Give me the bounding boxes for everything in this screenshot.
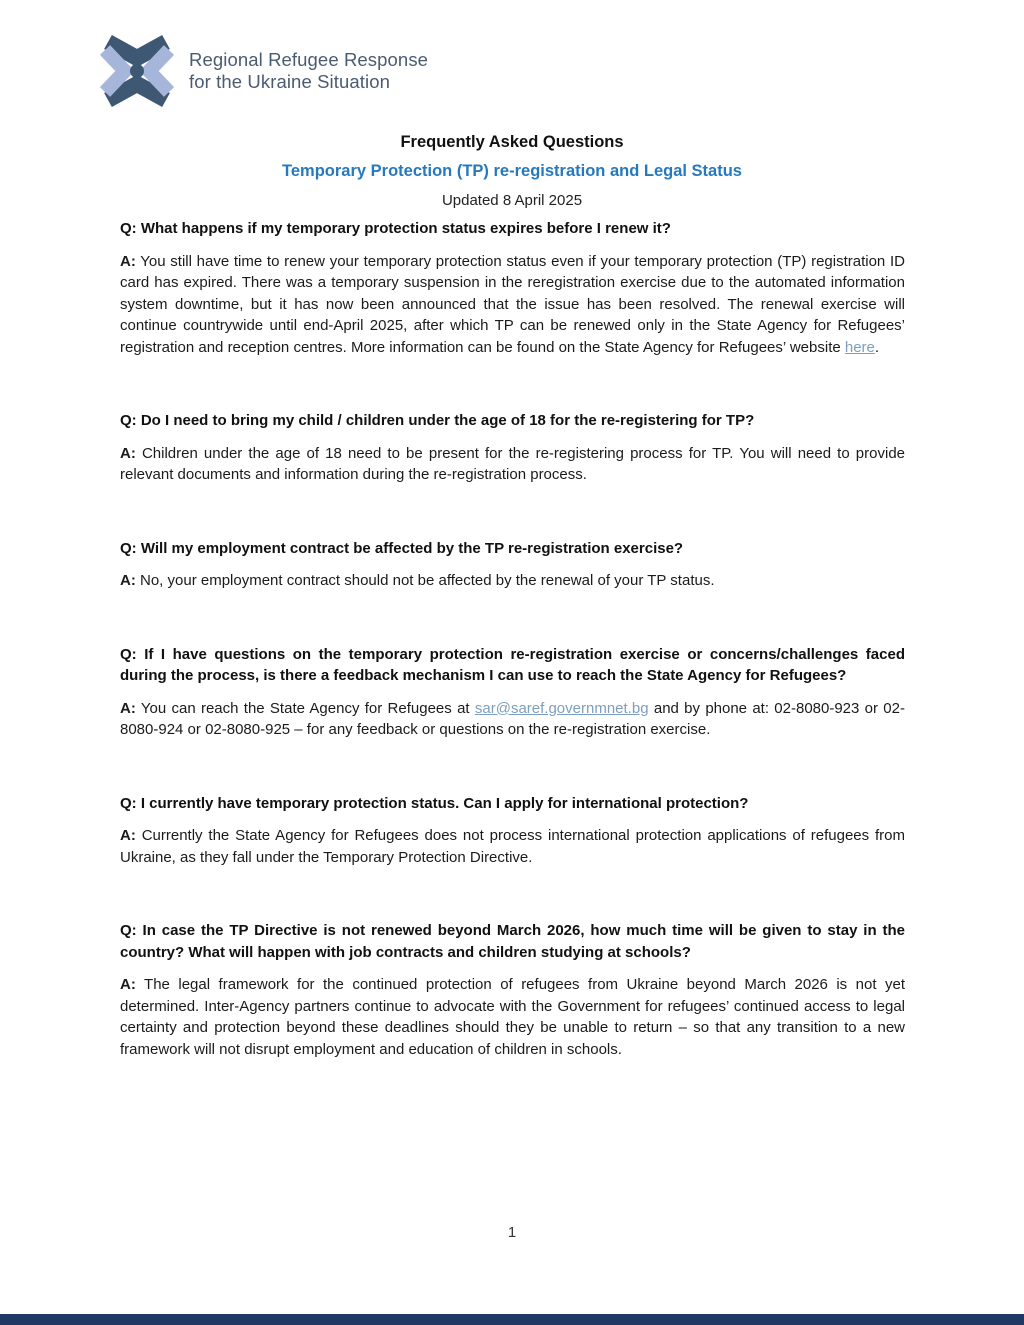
faq-question: Q: If I have questions on the temporary protection re-registration exercise or concerns/challenges faced during the process, is there a feedback mechanism I can use to reach the State Agency for Refugees? [120, 645, 905, 684]
answer-text: Currently the State Agency for Refugees does not process international protection applications of refugees from Ukraine, as they fall under the Temporary Protection Directive. [120, 827, 906, 866]
answer-text: No, your employment contract should not be affected by the renewal of your TP status. [140, 572, 715, 589]
faq-question: Q: Will my employment contract be affected by the TP re-registration exercise? [120, 539, 684, 557]
faq-question: Q: In case the TP Directive is not renewed beyond March 2026, how much time will be given to stay in the country? What will happen with job contracts and children studying at schools? [120, 922, 905, 961]
faq-item-1 [120, 218, 905, 358]
org-logo [95, 33, 428, 109]
faq-question: Q: What happens if my temporary protection status expires before I renew it? [120, 220, 671, 237]
faq-answer [120, 974, 905, 1060]
faq-item-3 [120, 538, 905, 592]
answer-text: The legal framework for the continued protection of refugees from Ukraine beyond March 2026 is not yet determined. Inter-Agency partners continue to advocate with the Government for refugees’ continued access to legal certainty and protection beyond these deadlines should they be unable to return – so that any transition to a new framework will not disrupt employment and education of children in schools. [120, 976, 905, 1058]
page-number: 1 [507, 1224, 517, 1241]
faq-item-5 [120, 793, 905, 869]
bottom-bar [0, 1314, 1024, 1325]
logo-line1: Regional Refugee Response [189, 49, 429, 70]
faq-answer [120, 443, 905, 486]
faq-answer [120, 251, 905, 359]
here-link[interactable]: here [844, 338, 875, 356]
faq-answer [120, 698, 905, 741]
answer-text: You still have time to renew your temporary protection status even if your temporary protection (TP) registration ID card has expired. There was a temporary suspension in the reregistration exercise due to the automated information system downtime, but it has now been announced that the issue has been resolved. The renewal exercise will continue countrywide until end-April 2025, after which TP can be renewed only in the State Agency for Refugees’ registration and reception centres. More information can be found on the State Agency for Refugees’ website [120, 252, 905, 356]
page-title: Frequently Asked Questions [400, 133, 624, 151]
updated-date: Updated 8 April 2025 [441, 192, 583, 209]
answer-label: A: [120, 444, 136, 462]
answer-text: Children under the age of 18 need to be present for the re-registering process for TP. You will need to provide relevant documents and information during the re-registration process. [120, 444, 905, 483]
email-link[interactable]: sar@saref.governmnet.bg [474, 699, 649, 717]
faq-item-2 [120, 410, 905, 486]
faq-item-4 [120, 644, 905, 741]
answer-label: A: [120, 252, 136, 270]
faq-answer [120, 570, 905, 592]
faq-question: Q: I currently have temporary protection status. Can I apply for international protection? [120, 794, 749, 812]
refugee-response-logo-icon [95, 33, 179, 109]
logo-line2: for the Ukraine Situation [189, 71, 390, 92]
faq-answer [120, 825, 905, 868]
answer-text-after-link: and by phone at: 02-8080-923 or 02-8080-924 or 02-8080-925 – for any feedback or questions on the re-registration exercise. [120, 699, 905, 738]
answer-label: A: [120, 699, 136, 717]
answer-label: A: [120, 976, 136, 993]
document-header [0, 133, 1024, 209]
answer-label: A: [120, 827, 136, 844]
page-subtitle: Temporary Protection (TP) re-registration and Legal Status [282, 162, 742, 180]
answer-text-after-link: . [874, 338, 880, 356]
faq-question: Q: Do I need to bring my child / children under the age of 18 for the re-registering for TP? [120, 412, 755, 429]
answer-label: A: [120, 572, 136, 589]
answer-text: You can reach the State Agency for Refugees at [140, 699, 475, 717]
logo-wordmark [189, 49, 428, 93]
faq-item-6 [120, 920, 905, 1060]
faq-content [120, 218, 905, 1060]
